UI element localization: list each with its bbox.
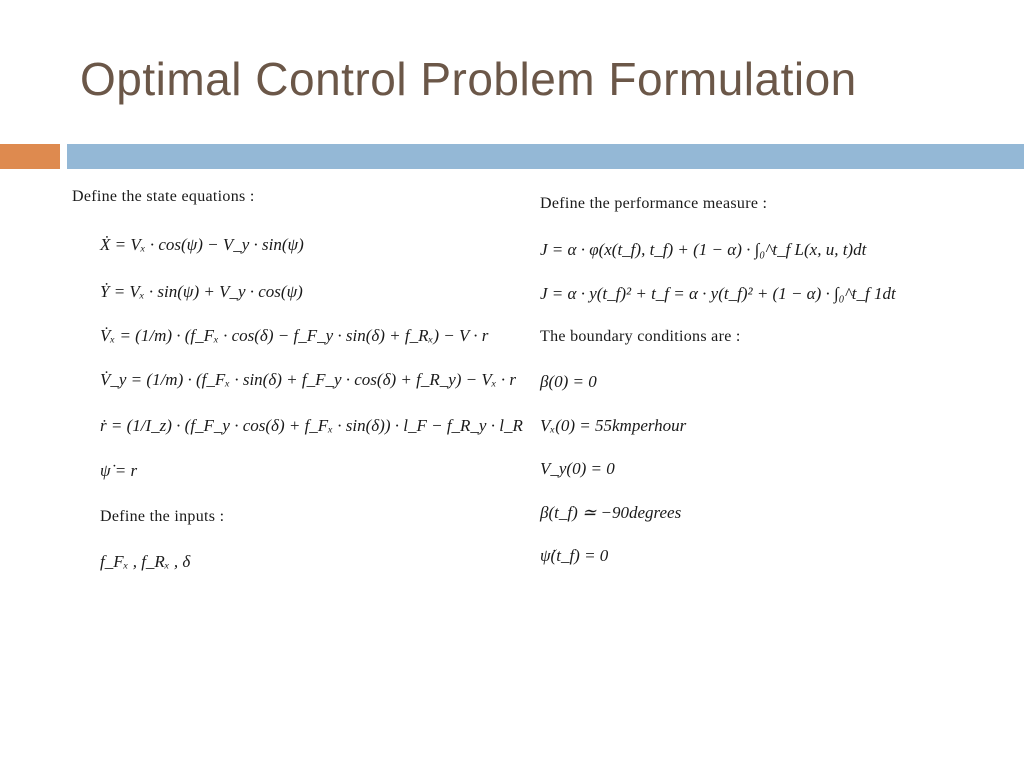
boundary-vy-initial: V_y(0) = 0 (540, 459, 615, 478)
equation-psi-dot: ψ̇ = r (100, 461, 138, 480)
equation-vx-dot: V̇ₓ = (1/m) · (f_Fₓ · cos(δ) − f_F_y · sin(δ) + f_Rₓ) − V · r (100, 326, 489, 345)
equation-r-dot: ṙ = (1/I_z) · (f_F_y · cos(δ) + f_Fₓ · sin(δ)) · l_F − f_R_y · l_R (100, 416, 523, 435)
inputs-list: f_Fₓ , f_Rₓ , δ (100, 552, 191, 571)
boundary-beta-final: β(t_f) ≃ −90degrees (540, 503, 682, 522)
equation-y-dot: Ẏ = Vₓ · sin(ψ) + V_y · cos(ψ) (100, 282, 303, 301)
boundary-beta-initial: β(0) = 0 (540, 372, 597, 391)
slide-title: Optimal Control Problem Formulation (80, 53, 857, 105)
accent-bar-orange (0, 144, 60, 169)
boundary-psi-dot-final: ψ̇(t_f) = 0 (540, 546, 609, 565)
equation-x-dot: Ẋ = Vₓ · cos(ψ) − V_y · sin(ψ) (100, 235, 304, 254)
inputs-heading: Define the inputs : (100, 508, 225, 525)
state-equations-heading: Define the state equations : (72, 188, 255, 205)
performance-heading: Define the performance measure : (540, 195, 768, 212)
accent-bar-blue (67, 144, 1024, 169)
boundary-heading: The boundary conditions are : (540, 328, 741, 345)
performance-measure-specific: J = α · y(t_f)² + t_f = α · y(t_f)² + (1 − α) · ∫₀^t_f 1dt (540, 284, 896, 303)
performance-measure-general: J = α · φ(x(t_f), t_f) + (1 − α) · ∫₀^t_f L(x, u, t)dt (540, 240, 867, 259)
equation-vy-dot: V̇_y = (1/m) · (f_Fₓ · sin(δ) + f_F_y · cos(δ) + f_R_y) − Vₓ · r (100, 370, 516, 389)
boundary-vx-initial: Vₓ(0) = 55kmperhour (540, 416, 687, 435)
